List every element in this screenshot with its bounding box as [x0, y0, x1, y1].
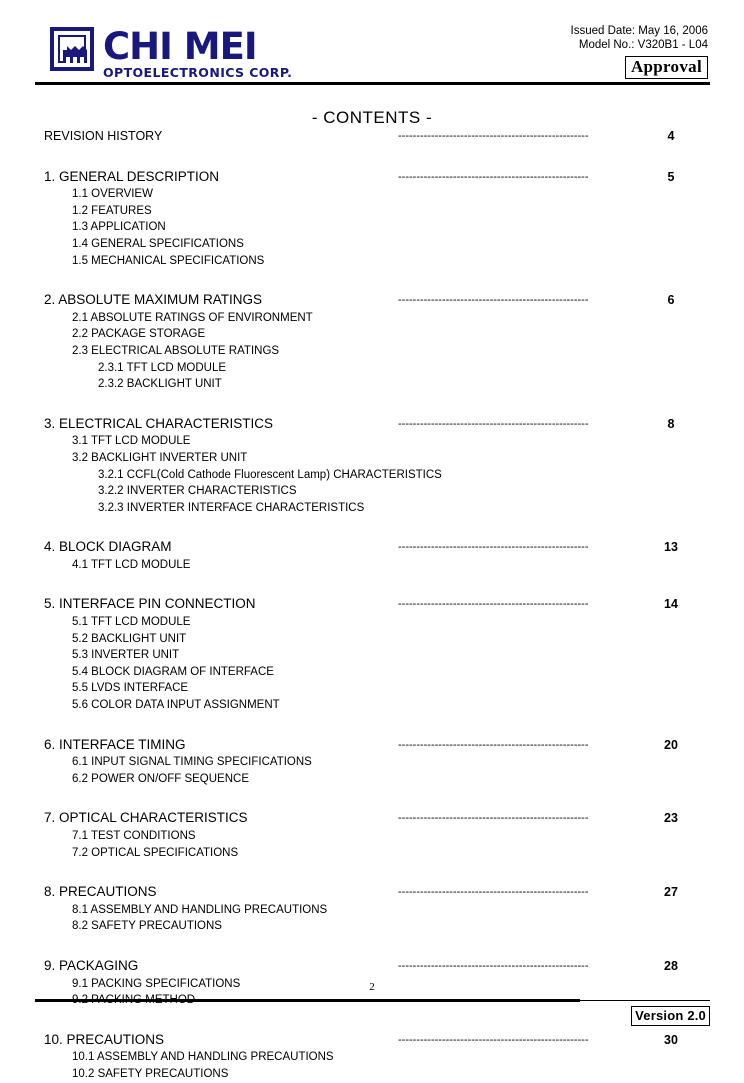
toc-entry-label: 6.2 POWER ON/OFF SEQUENCE — [72, 772, 249, 785]
toc-entry-label: 5.4 BLOCK DIAGRAM OF INTERFACE — [72, 665, 274, 678]
toc-entry[interactable] — [44, 770, 704, 787]
toc-entry-label: 4.1 TFT LCD MODULE — [72, 558, 191, 571]
toc-page-number: 8 — [667, 416, 675, 431]
toc-entry[interactable] — [44, 596, 704, 613]
toc-entry[interactable] — [44, 1065, 704, 1082]
toc-entry[interactable] — [44, 169, 704, 186]
toc-entry[interactable] — [44, 827, 704, 844]
footer-page-number: 2 — [369, 981, 375, 993]
toc-entry[interactable] — [44, 202, 704, 219]
toc-entry-label: 9. PACKAGING — [44, 957, 139, 973]
toc-entry[interactable] — [44, 696, 704, 713]
toc-dot-leader: ---------------------------------------------------- — [398, 738, 589, 751]
toc-entry[interactable] — [44, 449, 704, 466]
toc-entry-label: 2.3 ELECTRICAL ABSOLUTE RATINGS — [72, 344, 280, 357]
toc-entry-label: 3.2.1 CCFL(Cold Cathode Fluorescent Lamp) CHARACTERISTICS — [98, 468, 442, 481]
toc-entry-label: REVISION HISTORY — [44, 129, 163, 143]
toc-entry-label: 8.1 ASSEMBLY AND HANDLING PRECAUTIONS — [72, 903, 328, 916]
toc-section-spacer — [44, 713, 704, 737]
toc-entry[interactable] — [44, 128, 704, 145]
toc-page-number: 20 — [664, 737, 678, 752]
toc-section-spacer — [44, 786, 704, 810]
version-label: Version 2.0 — [631, 1006, 710, 1026]
toc-entry[interactable] — [44, 432, 704, 449]
toc-entry-label: 4. BLOCK DIAGRAM — [44, 539, 172, 555]
toc-entry[interactable] — [44, 901, 704, 918]
toc-entry-label: 5.2 BACKLIGHT UNIT — [72, 632, 187, 645]
toc-page-number: 6 — [667, 293, 675, 308]
toc-dot-leader: ---------------------------------------------------- — [398, 959, 589, 972]
toc-entry[interactable] — [44, 646, 704, 663]
toc-entry-label: 7.2 OPTICAL SPECIFICATIONS — [72, 846, 239, 859]
toc-entry-label: 2.3.1 TFT LCD MODULE — [98, 361, 227, 374]
toc-entry-label: 6.1 INPUT SIGNAL TIMING SPECIFICATIONS — [72, 756, 312, 769]
toc-entry-label: 5.3 INVERTER UNIT — [72, 649, 180, 662]
toc-section-spacer — [44, 145, 704, 169]
header-divider — [35, 82, 710, 85]
toc-entry-label: 8. PRECAUTIONS — [44, 884, 157, 900]
toc-section-spacer — [44, 572, 704, 596]
toc-entry[interactable] — [44, 679, 704, 696]
toc-page-number: 27 — [664, 885, 678, 900]
page-title: - CONTENTS - — [311, 108, 433, 127]
header-metadata — [571, 24, 708, 52]
toc-entry[interactable] — [44, 235, 704, 252]
toc-entry-label: 1.1 OVERVIEW — [72, 188, 153, 201]
toc-page-number: 23 — [664, 811, 678, 826]
model-number: Model No.: V320B1 - L04 — [578, 39, 708, 51]
company-logo — [50, 27, 292, 80]
toc-entry[interactable] — [44, 292, 704, 309]
toc-section-spacer — [44, 860, 704, 884]
toc-entry[interactable] — [44, 917, 704, 934]
toc-page-number: 5 — [667, 169, 675, 184]
toc-entry[interactable] — [44, 416, 704, 433]
footer-divider-thick — [35, 999, 580, 1002]
toc-page-number: 28 — [664, 958, 678, 973]
toc-section-spacer — [44, 1008, 704, 1032]
toc-entry[interactable] — [44, 342, 704, 359]
toc-dot-leader: ---------------------------------------------------- — [398, 541, 589, 554]
toc-entry-label: 10.2 SAFETY PRECAUTIONS — [72, 1067, 229, 1080]
toc-entry-label: 2. ABSOLUTE MAXIMUM RATINGS — [44, 292, 263, 308]
toc-section-spacer — [44, 392, 704, 416]
toc-entry[interactable] — [44, 218, 704, 235]
toc-entry-label: 3.2.3 INVERTER INTERFACE CHARACTERISTICS — [98, 501, 365, 514]
toc-entry-label: 1.3 APPLICATION — [72, 221, 166, 234]
chi-mei-monogram-icon — [50, 27, 94, 71]
toc-entry[interactable] — [44, 1048, 704, 1065]
toc-entry[interactable] — [44, 499, 704, 516]
toc-entry-label: 10.1 ASSEMBLY AND HANDLING PRECAUTIONS — [72, 1051, 334, 1064]
toc-page-number: 14 — [664, 597, 678, 612]
toc-entry[interactable] — [44, 1032, 704, 1049]
toc-entry-label: 8.2 SAFETY PRECAUTIONS — [72, 920, 222, 933]
toc-dot-leader: ---------------------------------------------------- — [398, 130, 589, 142]
approval-label: Approval — [625, 56, 708, 79]
toc-entry[interactable] — [44, 539, 704, 556]
issued-date: Issued Date: May 16, 2006 — [570, 25, 708, 37]
logo-brand-text: CHI MEI — [103, 25, 257, 68]
toc-page-number: 13 — [664, 540, 678, 555]
page-header — [0, 0, 744, 90]
toc-entry[interactable] — [44, 810, 704, 827]
toc-entry[interactable] — [44, 753, 704, 770]
toc-entry-label: 5.5 LVDS INTERFACE — [72, 682, 189, 695]
toc-page-number: 4 — [667, 129, 675, 143]
toc-section-spacer — [44, 268, 704, 292]
toc-entry[interactable] — [44, 359, 704, 376]
toc-entry[interactable] — [44, 309, 704, 326]
toc-entry[interactable] — [44, 375, 704, 392]
toc-dot-leader: ---------------------------------------------------- — [398, 417, 589, 430]
toc-entry[interactable] — [44, 737, 704, 754]
toc-entry[interactable] — [44, 185, 704, 202]
toc-entry[interactable] — [44, 252, 704, 269]
toc-entry-label: 7. OPTICAL CHARACTERISTICS — [44, 810, 248, 826]
table-of-contents — [44, 128, 704, 1082]
toc-page-number: 30 — [664, 1032, 678, 1047]
toc-dot-leader: ---------------------------------------------------- — [398, 1033, 589, 1046]
toc-entry-label: 1.5 MECHANICAL SPECIFICATIONS — [72, 254, 265, 267]
toc-dot-leader: ---------------------------------------------------- — [398, 812, 589, 825]
toc-entry[interactable] — [44, 466, 704, 483]
toc-entry-label: 3. ELECTRICAL CHARACTERISTICS — [44, 415, 274, 431]
toc-entry-label: 5.6 COLOR DATA INPUT ASSIGNMENT — [72, 699, 280, 712]
toc-entry-label: 9.1 PACKING SPECIFICATIONS — [72, 977, 241, 990]
toc-entry-label: 7.1 TEST CONDITIONS — [72, 830, 196, 842]
toc-entry-label: 3.2.2 INVERTER CHARACTERISTICS — [98, 485, 297, 498]
toc-entry-label: 1.4 GENERAL SPECIFICATIONS — [72, 237, 244, 250]
toc-entry-label: 6. INTERFACE TIMING — [44, 736, 186, 752]
version-stamp — [631, 1006, 710, 1026]
toc-entry[interactable] — [44, 556, 704, 573]
toc-entry-label: 2.3.2 BACKLIGHT UNIT — [98, 378, 222, 391]
toc-entry[interactable] — [44, 613, 704, 630]
toc-dot-leader: ---------------------------------------------------- — [398, 294, 589, 307]
logo-subtitle-text: OPTOELECTRONICS CORP. — [103, 65, 293, 80]
toc-entry-label: 3.1 TFT LCD MODULE — [72, 435, 191, 448]
toc-dot-leader: ---------------------------------------------------- — [398, 886, 589, 899]
toc-entry[interactable] — [44, 630, 704, 647]
toc-entry-label: 1.2 FEATURES — [72, 204, 152, 217]
toc-entry[interactable] — [44, 958, 704, 975]
toc-entry[interactable] — [44, 663, 704, 680]
approval-stamp — [625, 56, 708, 79]
toc-entry-label: 5. INTERFACE PIN CONNECTION — [44, 596, 256, 612]
toc-entry-label: 10. PRECAUTIONS — [44, 1031, 165, 1047]
toc-dot-leader: ---------------------------------------------------- — [398, 598, 589, 611]
toc-entry-label: 1. GENERAL DESCRIPTION — [44, 168, 220, 184]
toc-entry-label: 3.2 BACKLIGHT INVERTER UNIT — [72, 451, 248, 464]
toc-section-spacer — [44, 934, 704, 958]
toc-entry[interactable] — [44, 884, 704, 901]
toc-section-spacer — [44, 515, 704, 539]
toc-entry-label: 5.1 TFT LCD MODULE — [72, 616, 191, 629]
toc-dot-leader: ---------------------------------------------------- — [398, 170, 589, 183]
toc-entry-label: 2.2 PACKAGE STORAGE — [72, 328, 206, 341]
toc-entry[interactable] — [44, 482, 704, 499]
toc-entry-label: 2.1 ABSOLUTE RATINGS OF ENVIRONMENT — [72, 311, 313, 324]
toc-entry[interactable] — [44, 325, 704, 342]
toc-entry[interactable] — [44, 844, 704, 861]
